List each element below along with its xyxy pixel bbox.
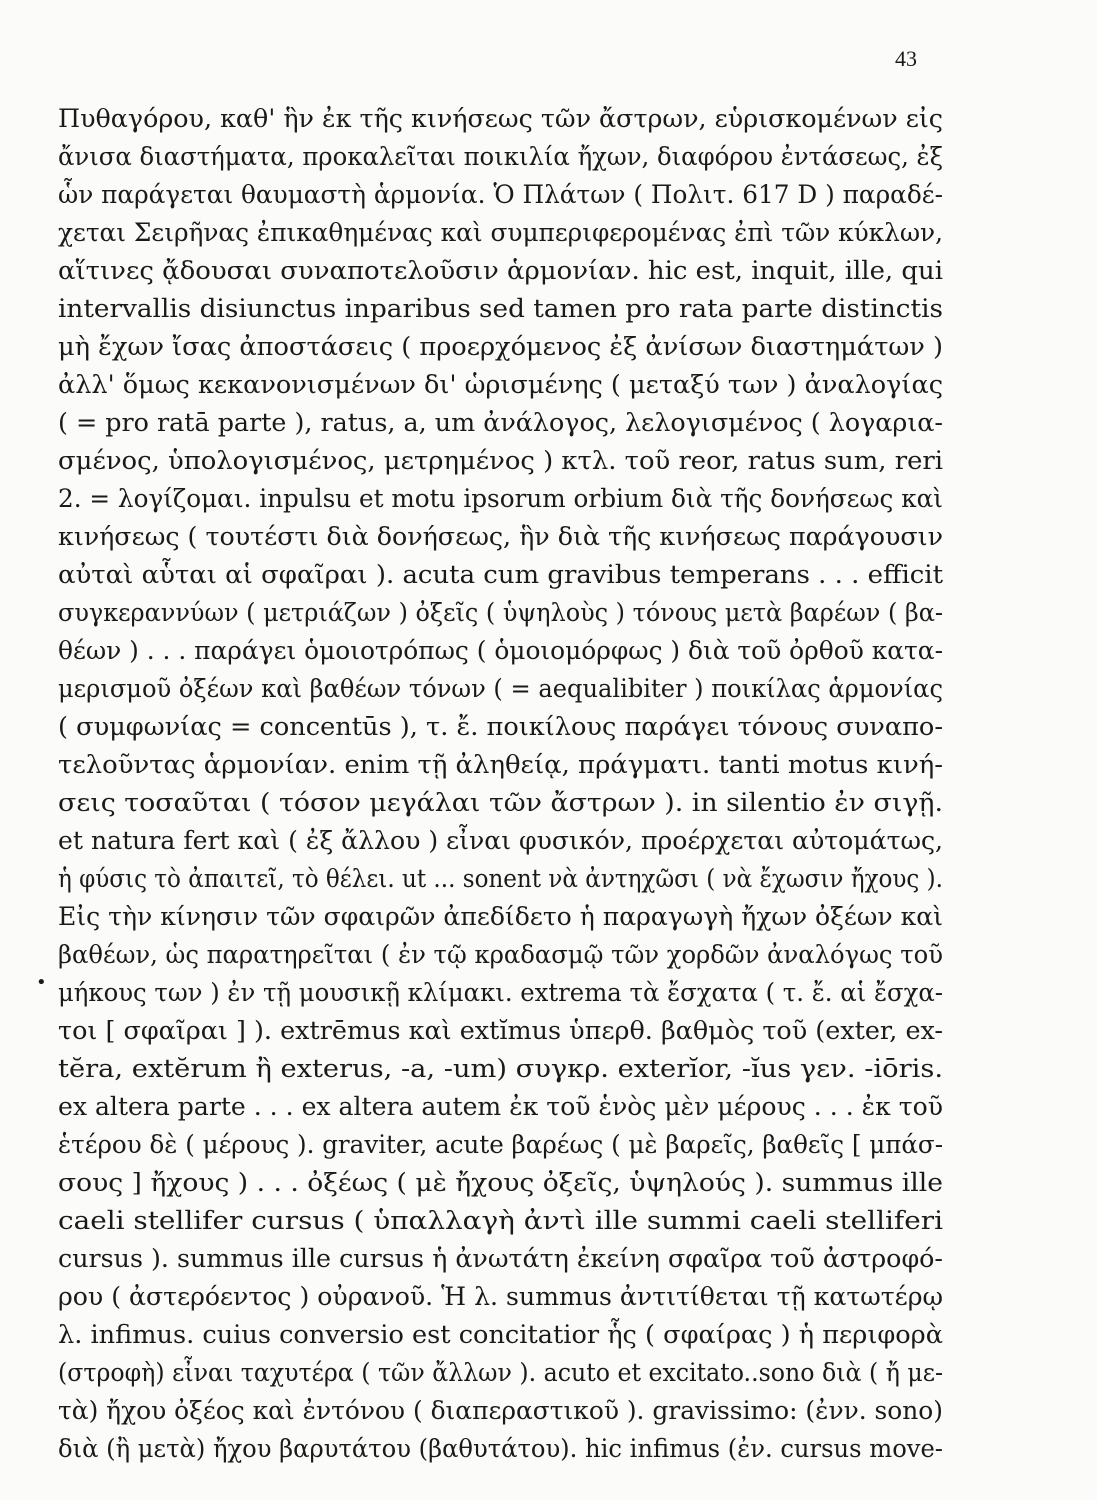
text-line <box>58 556 943 594</box>
text-line-content: χεται Σειρῆνας ἐπικαθημένας καὶ συμπεριφερομένας ἐπὶ τῶν κύκλων, <box>58 218 943 247</box>
text-line-content: λ. infimus. cuius conversio est concitatior ἧς ( σφαίρας ) ἡ περιφορὰ <box>58 1320 943 1349</box>
text-line <box>58 860 943 898</box>
text-line-content: Εἰς τὴν κίνησιν τῶν σφαιρῶν ἀπεδίδετο ἡ παραγωγὴ ἤχων ὀξέων καὶ <box>58 902 943 931</box>
text-line-content: 2. = λογίζομαι. inpulsu et motu ipsorum orbium διὰ τῆς δονήσεως καὶ <box>58 484 943 513</box>
commentary-text <box>58 100 943 1468</box>
text-line-content: tĕra, extĕrum ἢ exterus, -a, -um) συγκρ. exterĭor, -ĭus γεν. -iōris. <box>58 1054 943 1083</box>
text-line-content: κινήσεως ( τουτέστι διὰ δονήσεως, ἣν διὰ τῆς κινήσεως παράγουσιν <box>58 522 943 551</box>
text-line <box>58 1164 943 1202</box>
text-line-content: intervallis disiunctus inparibus sed tamen pro rata parte distinctis <box>58 294 943 323</box>
text-line-content: (στροφὴ) εἶναι ταχυτέρα ( τῶν ἄλλων ). acuto et excitato..sono διὰ ( ἤ με- <box>58 1358 943 1387</box>
text-line <box>58 974 943 1012</box>
text-line <box>58 404 943 442</box>
text-line <box>58 1240 943 1278</box>
text-line <box>58 822 943 860</box>
text-line <box>58 1430 943 1468</box>
text-line <box>58 670 943 708</box>
text-line-content: τελοῦντας ἁρμονίαν. enim τῇ ἀληθείᾳ, πράγματι. tanti motus κινή- <box>58 750 943 779</box>
text-line <box>58 518 943 556</box>
text-line <box>58 214 943 252</box>
text-line <box>58 252 943 290</box>
text-line-content: ὧν παράγεται θαυμαστὴ ἁρμονία. Ὁ Πλάτων ( Πολιτ. 617 D ) παραδέ- <box>58 180 943 209</box>
text-line <box>58 898 943 936</box>
text-line-content: ( = pro ratā parte ), ratus, a, um ἀνάλογος, λελογισμένος ( λογαρια- <box>58 408 943 437</box>
text-line-content: ἡ φύσις τὸ ἀπαιτεῖ, τὸ θέλει. ut ... sonent νὰ ἀντηχῶσι ( νὰ ἔχωσιν ἤχους ). <box>58 864 943 893</box>
text-line <box>58 1012 943 1050</box>
text-line-content: σους ] ἤχους ) . . . ὀξέως ( μὲ ἤχους ὀξεῖς, ὑψηλούς ). summus ille <box>58 1168 943 1197</box>
text-line <box>58 1278 943 1316</box>
text-line <box>58 1354 943 1392</box>
text-line-content: et natura fert καὶ ( ἐξ ἄλλου ) εἶναι φυσικόν, προέρχεται αὐτομάτως, <box>58 826 943 855</box>
text-line <box>58 442 943 480</box>
text-line-content: ( συμφωνίας = concentūs ), τ. ἔ. ποικίλους παράγει τόνους συναπο- <box>58 712 943 741</box>
text-line <box>58 1088 943 1126</box>
text-line-content: αὐταὶ αὗται αἱ σφαῖραι ). acuta cum gravibus temperans . . . efficit <box>58 560 943 589</box>
text-line <box>58 1392 943 1430</box>
margin-mark: • <box>36 972 47 993</box>
text-line-content: τὰ) ἤχου ὀξέος καὶ ἐντόνου ( διαπεραστικοῦ ). gravissimo: (ἐνν. sono) <box>58 1396 943 1425</box>
text-line-content: μήκους των ) ἐν τῇ μουσικῇ κλίμακι. extrema τὰ ἔσχατα ( τ. ἔ. αἱ ἔσχα- <box>58 978 943 1007</box>
text-line <box>58 290 943 328</box>
text-line <box>58 100 943 138</box>
text-line <box>58 366 943 404</box>
text-line-content: cursus ). summus ille cursus ἡ ἀνωτάτη ἐκείνη σφαῖρα τοῦ ἀστροφό- <box>58 1244 943 1273</box>
text-line <box>58 746 943 784</box>
text-line <box>58 1202 943 1240</box>
text-line-content: αἵτινες ᾄδουσαι συναποτελοῦσιν ἁρμονίαν. hic est, inquit, ille, qui <box>58 256 943 285</box>
text-line-content: συγκεραννύων ( μετριάζων ) ὀξεῖς ( ὑψηλοὺς ) τόνους μετὰ βαρέων ( βα- <box>58 598 943 627</box>
text-line-content: θέων ) . . . παράγει ὁμοιοτρόπως ( ὁμοιομόρφως ) διὰ τοῦ ὀρθοῦ κατα- <box>58 636 943 665</box>
text-line-content: ρου ( ἀστερόεντος ) οὐρανοῦ. Ἡ λ. summus ἀντιτίθεται τῇ κατωτέρῳ <box>58 1282 943 1311</box>
text-line-content: μερισμοῦ ὀξέων καὶ βαθέων τόνων ( = aequalibiter ) ποικίλας ἁρμονίας <box>58 674 943 703</box>
page-number: 43 <box>895 46 917 71</box>
text-line <box>58 480 943 518</box>
text-line <box>58 328 943 366</box>
text-line-content: διὰ (ἢ μετὰ) ἤχου βαρυτάτου (βαθυτάτου). hic infimus (ἐν. cursus move- <box>58 1434 943 1463</box>
text-line <box>58 1126 943 1164</box>
text-line-content: ἀλλ' ὅμως κεκανονισμένων δι' ὡρισμένης ( μεταξύ των ) ἀναλογίας <box>58 370 943 399</box>
text-line <box>58 708 943 746</box>
text-line-content: βαθέων, ὡς παρατηρεῖται ( ἐν τῷ κραδασμῷ τῶν χορδῶν ἀναλόγως τοῦ <box>58 940 943 969</box>
text-line-content: ἄνισα διαστήματα, προκαλεῖται ποικιλία ἤχων, διαφόρου ἐντάσεως, ἐξ <box>58 142 943 171</box>
text-line-content: caeli stellifer cursus ( ὑπαλλαγὴ ἀντὶ ille summi caeli stelliferi <box>58 1206 943 1235</box>
text-line <box>58 936 943 974</box>
text-line-content: ex altera parte . . . ex altera autem ἐκ τοῦ ἑνὸς μὲν μέρους . . . ἐκ τοῦ <box>58 1092 943 1121</box>
text-line <box>58 594 943 632</box>
text-line <box>58 632 943 670</box>
text-line-content: μὴ ἔχων ἴσας ἀποστάσεις ( προερχόμενος ἐξ ἀνίσων διαστημάτων ) <box>58 332 943 361</box>
text-line-content: Πυθαγόρου, καθ' ἣν ἐκ τῆς κινήσεως τῶν ἄστρων, εὑρισκομένων εἰς <box>58 104 943 133</box>
text-line <box>58 1316 943 1354</box>
text-line-content: ἑτέρου δὲ ( μέρους ). graviter, acute βαρέως ( μὲ βαρεῖς, βαθεῖς [ μπάσ- <box>58 1130 943 1159</box>
text-line-content: σεις τοσαῦται ( τόσον μεγάλαι τῶν ἄστρων ). in silentio ἐν σιγῇ. <box>58 788 943 817</box>
text-line-content: τοι [ σφαῖραι ] ). extrēmus καὶ extĭmus ὑπερθ. βαθμὸς τοῦ (exter, ex- <box>58 1016 943 1045</box>
text-line <box>58 784 943 822</box>
text-line <box>58 1050 943 1088</box>
text-line <box>58 138 943 176</box>
text-line <box>58 176 943 214</box>
text-line-content: σμένος, ὑπολογισμένος, μετρημένος ) κτλ. τοῦ reor, ratus sum, reri <box>58 446 943 475</box>
